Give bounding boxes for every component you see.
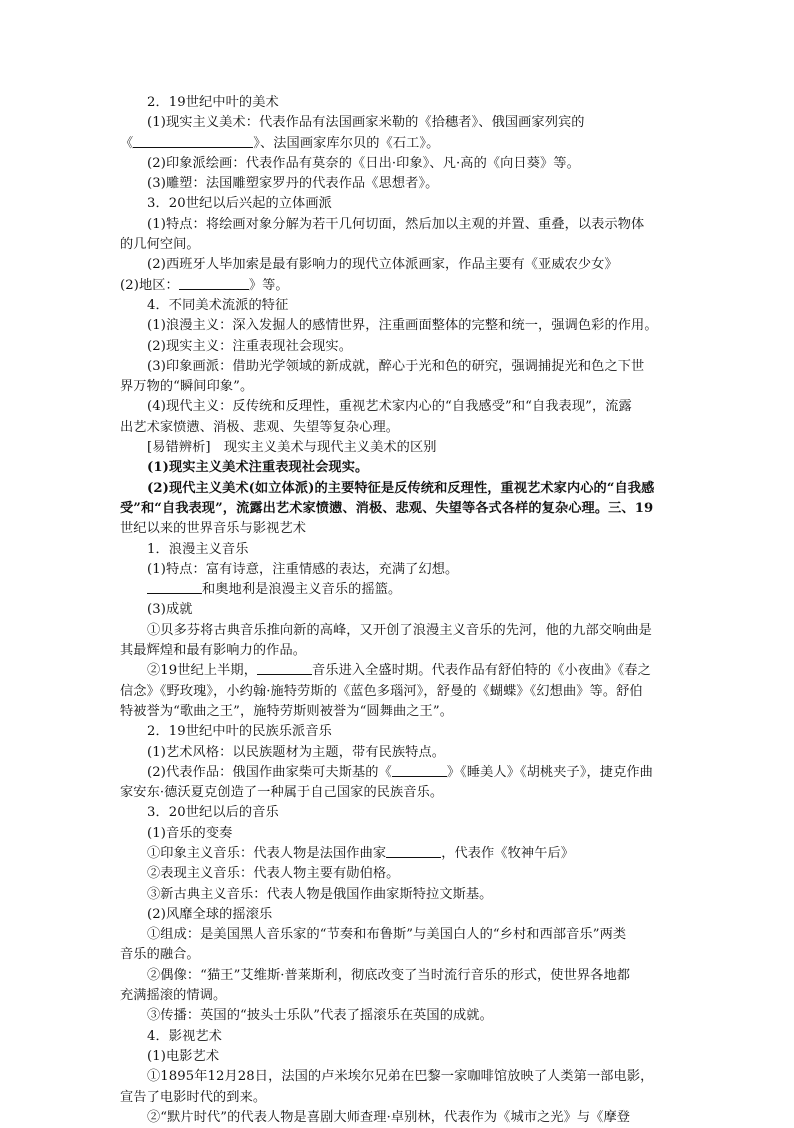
- paragraph-line: (2)现代主义美术(如立体派)的主要特征是反传统和反理性，重视艺术家内心的“自我感: [147, 480, 655, 496]
- paragraph-line: (1)电影艺术: [147, 1048, 220, 1064]
- paragraph-line: (1)音乐的变奏: [147, 825, 233, 841]
- paragraph-line: ①1895年12月28日，法国的卢米埃尔兄弟在巴黎一家咖啡馆放映了人类第一部电影，: [147, 1069, 654, 1085]
- section-heading: 1．浪漫主义音乐: [147, 541, 249, 557]
- section-heading: 3．20世纪以后的音乐: [147, 805, 279, 821]
- paragraph-line: (2)风靡全球的摇滚乐: [147, 906, 273, 922]
- paragraph-line: 家安东·德沃夏克创造了一种属于自己国家的民族音乐。: [120, 785, 444, 801]
- fill-in-blank[interactable]: [386, 844, 441, 858]
- fill-in-blank[interactable]: [133, 134, 253, 148]
- paragraph-line: 宣告了电影时代的到来。: [120, 1089, 267, 1105]
- paragraph-line: (1)现实主义美术：代表作品有法国画家米勒的《拾穗者》、俄国画家列宾的: [147, 115, 585, 131]
- paragraph-line: ②偶像：“猫王”艾维斯·普莱斯利，彻底改变了当时流行音乐的形式，使世界各地都: [147, 967, 631, 983]
- paragraph-line: ②表现主义音乐：代表人物主要有勋伯格。: [147, 866, 400, 882]
- paragraph-line: 音乐的融合。: [120, 947, 200, 963]
- document-body: [120, 93, 676, 1128]
- paragraph-line: 和奥地利是浪漫主义音乐的摇篮。: [120, 580, 676, 600]
- paragraph-line: (1)特点：富有诗意，注重情感的表达，充满了幻想。: [147, 561, 459, 577]
- paragraph-line: ①印象主义音乐：代表人物是法国作曲家 ，代表作《牧神午后》: [147, 845, 575, 861]
- paragraph-line: ③新古典主义音乐：代表人物是俄国作曲家斯特拉文斯基。: [147, 886, 493, 902]
- paragraph-line: (1)特点：将绘画对象分解为若干几何切面，然后加以主观的并置、重叠，以表示物体: [147, 216, 645, 232]
- section-heading: 2．19世纪中叶的美术: [147, 95, 279, 110]
- fill-in-blank[interactable]: [179, 276, 249, 290]
- fill-in-blank[interactable]: [392, 763, 447, 777]
- paragraph-line: 世纪以来的世界音乐与影视艺术: [120, 521, 307, 537]
- paragraph-line: (3)印象画派：借助光学领域的新成就，醉心于光和色的研究，强调捕捉光和色之下世: [147, 358, 645, 374]
- paragraph-line: (2)西班牙人毕加索是最有影响力的现代立体派画家，作品主要有《亚威农少女》: [147, 257, 618, 273]
- paragraph-line: 的几何空间。: [120, 237, 200, 253]
- paragraph-line: (1)浪漫主义：深入发掘人的感情世界，注重画面整体的完整和统一，强调色彩的作用。: [147, 318, 658, 334]
- paragraph-line: (2)地区： 》等。: [120, 277, 289, 293]
- fill-in-blank[interactable]: [257, 661, 312, 675]
- section-heading: 4．不同美术流派的特征: [147, 297, 289, 313]
- fill-in-blank[interactable]: [147, 580, 202, 594]
- paragraph-line: ①组成：是美国黑人音乐家的“节奏和布鲁斯”与美国白人的“乡村和西部音乐”两类: [147, 927, 627, 943]
- paragraph-line: (1)现实主义美术注重表现社会现实。: [147, 460, 369, 476]
- error-analysis-heading: [易错辨析] 现实主义美术与现代主义美术的区别: [147, 440, 437, 456]
- paragraph-line: (2)印象派绘画：代表作品有莫奈的《日出·印象》、凡·高的《向日葵》等。: [147, 155, 580, 171]
- paragraph-line: ②19世纪上半期， 音乐进入全盛时期。代表作品有舒伯特的《小夜曲》《春之: [147, 663, 651, 679]
- paragraph-line: (3)成就: [147, 602, 193, 618]
- paragraph-line: 受”和“自我表现”，流露出艺术家愤懑、消极、悲观、失望等各式各样的复杂心理。三、19: [120, 500, 654, 516]
- paragraph-line: (2)现实主义：注重表现社会现实。: [147, 338, 353, 354]
- paragraph-line: 界万物的“瞬间印象”。: [120, 379, 254, 395]
- paragraph-line: (1)艺术风格：以民族题材为主题，带有民族特点。: [147, 744, 446, 760]
- paragraph-line: ③传播：英国的“披头士乐队”代表了摇滚乐在英国的成就。: [147, 1008, 493, 1024]
- paragraph-line: ②“默片时代”的代表人物是喜剧大师查理·卓别林，代表作为《城市之光》与《摩登: [147, 1109, 631, 1125]
- paragraph-line: (3)雕塑：法国雕塑家罗丹的代表作品《思想者》。: [147, 176, 439, 192]
- paragraph-line: 特被誉为“歌曲之王”，施特劳斯则被誉为“圆舞曲之王”。: [120, 703, 453, 719]
- section-heading: 4．影视艺术: [147, 1028, 222, 1044]
- section-heading: 3．20世纪以后兴起的立体画派: [147, 196, 332, 212]
- section-heading: 2．19世纪中叶的民族乐派音乐: [147, 724, 332, 740]
- paragraph-line: 充满摇滚的情调。: [120, 988, 227, 1004]
- paragraph-line: 出艺术家愤懑、消极、悲观、失望等复杂心理。: [120, 419, 400, 435]
- paragraph-line: ①贝多芬将古典音乐推向新的高峰，又开创了浪漫主义音乐的先河，他的九部交响曲是: [147, 622, 652, 638]
- paragraph-line: (2)代表作品：俄国作曲家柴可夫斯基的《 》《睡美人》《胡桃夹子》，捷克作曲: [147, 764, 653, 780]
- paragraph-line: (4)现代主义：反传统和反理性，重视艺术家内心的“自我感受”和“自我表现”，流露: [147, 399, 632, 415]
- paragraph-line: 信念》《野玫瑰》，小约翰·施特劳斯的《蓝色多瑙河》，舒曼的《蝴蝶》《幻想曲》等。舒伯: [120, 683, 643, 699]
- paragraph-line: 其最辉煌和最有影响力的作品。: [120, 643, 307, 659]
- paragraph-line: 《 》、法国画家库尔贝的《石工》。: [120, 135, 440, 151]
